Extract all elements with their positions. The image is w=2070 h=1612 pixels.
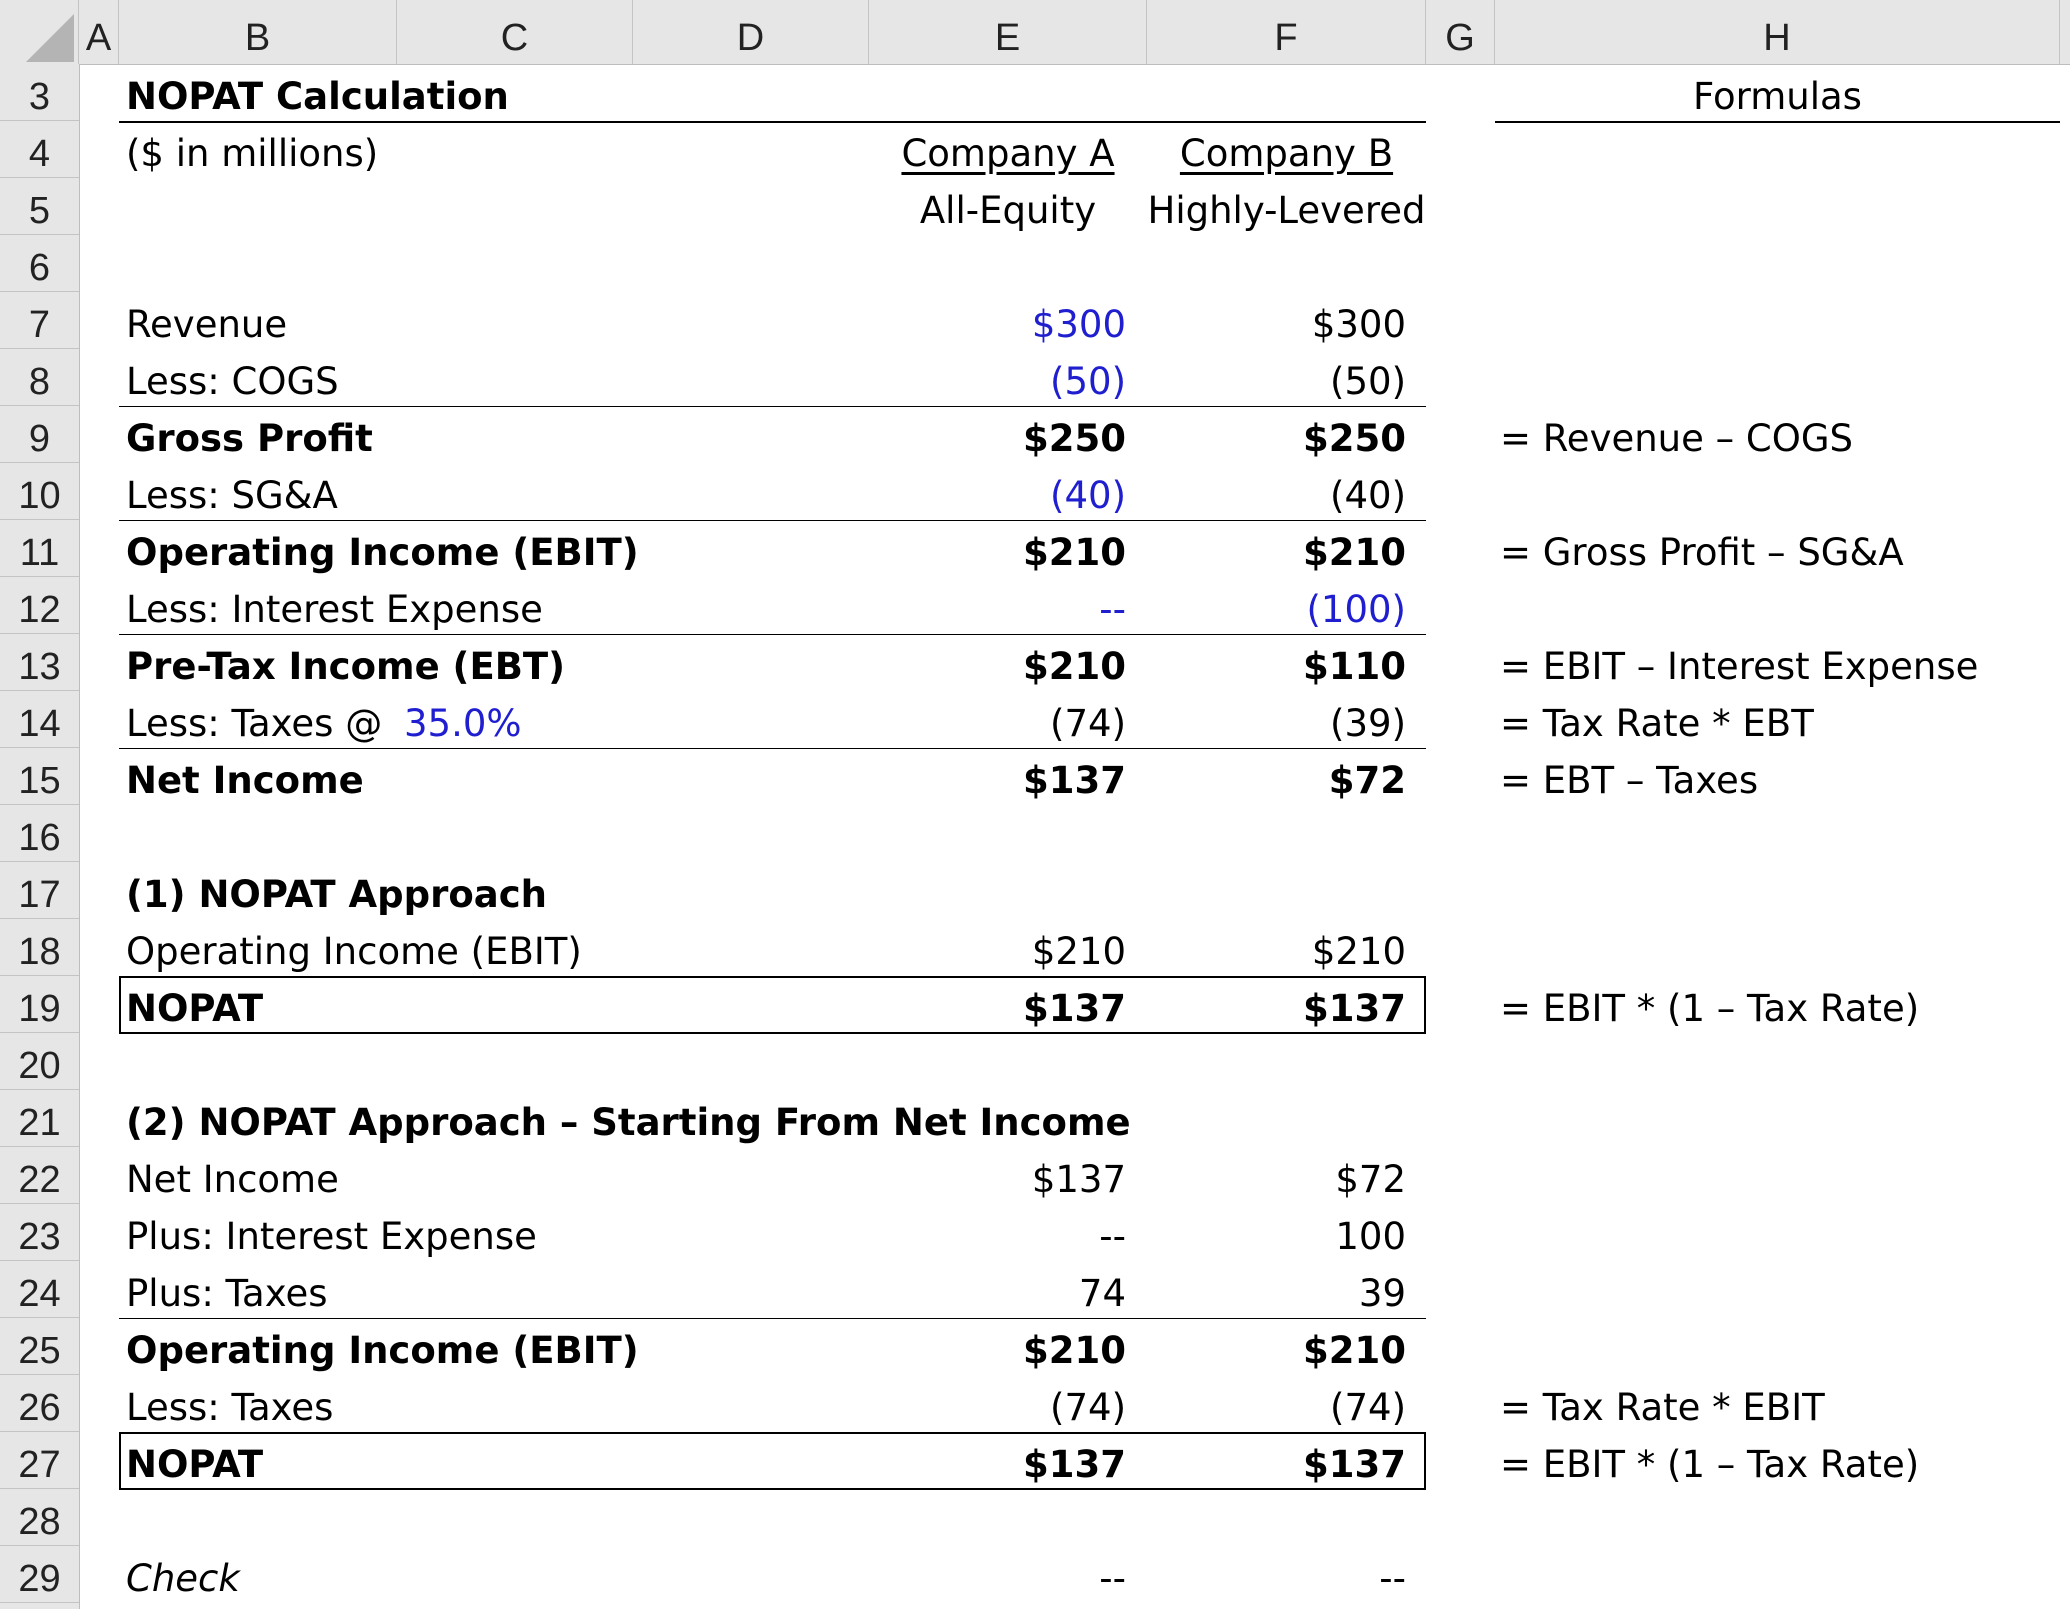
row-header[interactable]: 25	[0, 1318, 79, 1375]
sga-label[interactable]: Less: SG&A	[126, 474, 338, 517]
approach2-interest-b[interactable]: 100	[1335, 1215, 1406, 1258]
row-header[interactable]: 20	[0, 1033, 79, 1090]
row-header[interactable]: 13	[0, 634, 79, 691]
row-header[interactable]: 4	[0, 121, 79, 178]
approach1-nopat-b[interactable]: $137	[1303, 987, 1406, 1030]
formulas-header[interactable]: Formulas	[1693, 75, 1862, 118]
net-income-formula[interactable]: = EBT – Taxes	[1500, 759, 1759, 802]
approach2-less-taxes-label[interactable]: Less: Taxes	[126, 1386, 334, 1429]
sga-b[interactable]: (40)	[1330, 474, 1406, 517]
row-header[interactable]: 22	[0, 1147, 79, 1204]
ebt-label[interactable]: Pre-Tax Income (EBT)	[126, 645, 566, 688]
row-header[interactable]: 18	[0, 919, 79, 976]
row-header[interactable]: 26	[0, 1375, 79, 1432]
column-header-e[interactable]: E	[869, 0, 1147, 64]
approach2-nopat-formula[interactable]: = EBIT * (1 – Tax Rate)	[1500, 1443, 1920, 1486]
net-income-a[interactable]: $137	[1023, 759, 1126, 802]
row-header[interactable]: 10	[0, 463, 79, 520]
approach2-ebit-a[interactable]: $210	[1023, 1329, 1126, 1372]
select-all-triangle-icon	[26, 14, 74, 62]
taxes-a[interactable]: (74)	[1050, 702, 1126, 745]
company-a-header[interactable]: Company A	[901, 132, 1115, 175]
tax-rate-input[interactable]: 35.0%	[404, 702, 522, 745]
approach2-ebit-b[interactable]: $210	[1303, 1329, 1406, 1372]
revenue-a[interactable]: $300	[1031, 303, 1126, 346]
gross-profit-label[interactable]: Gross Profit	[126, 417, 373, 460]
approach2-interest-label[interactable]: Plus: Interest Expense	[126, 1215, 537, 1258]
approach1-nopat-a[interactable]: $137	[1023, 987, 1126, 1030]
row-header[interactable]: 15	[0, 748, 79, 805]
row-header[interactable]: 7	[0, 292, 79, 349]
approach2-less-taxes-b[interactable]: (74)	[1330, 1386, 1406, 1429]
cogs-b[interactable]: (50)	[1330, 360, 1406, 403]
row-header[interactable]: 24	[0, 1261, 79, 1318]
taxes-formula[interactable]: = Tax Rate * EBT	[1500, 702, 1814, 745]
row-header-bar	[0, 64, 80, 1609]
approach2-net-income-b[interactable]: $72	[1335, 1158, 1406, 1201]
ebit-b[interactable]: $210	[1303, 531, 1406, 574]
ebit-a[interactable]: $210	[1023, 531, 1126, 574]
approach1-title[interactable]: (1) NOPAT Approach	[126, 873, 547, 916]
approach2-interest-a[interactable]: --	[1099, 1215, 1126, 1258]
row-header[interactable]: 21	[0, 1090, 79, 1147]
row-header[interactable]: 14	[0, 691, 79, 748]
interest-b[interactable]: (100)	[1306, 588, 1406, 631]
check-a[interactable]: --	[1099, 1557, 1126, 1600]
cogs-label[interactable]: Less: COGS	[126, 360, 339, 403]
column-header-c[interactable]: C	[397, 0, 633, 64]
units-label[interactable]: ($ in millions)	[126, 132, 379, 175]
approach2-less-taxes-a[interactable]: (74)	[1050, 1386, 1126, 1429]
row-header[interactable]: 29	[0, 1546, 79, 1603]
sga-a[interactable]: (40)	[1050, 474, 1126, 517]
row-header[interactable]: 16	[0, 805, 79, 862]
row-header[interactable]: 6	[0, 235, 79, 292]
check-b[interactable]: --	[1379, 1557, 1406, 1600]
column-header-d[interactable]: D	[633, 0, 869, 64]
approach2-nopat-a[interactable]: $137	[1023, 1443, 1126, 1486]
net-income-b[interactable]: $72	[1328, 759, 1406, 802]
ebit-formula[interactable]: = Gross Profit – SG&A	[1500, 531, 1904, 574]
approach1-nopat-label[interactable]: NOPAT	[126, 987, 264, 1030]
row-header[interactable]: 28	[0, 1489, 79, 1546]
taxes-b[interactable]: (39)	[1330, 702, 1406, 745]
approach1-ebit-label[interactable]: Operating Income (EBIT)	[126, 930, 582, 973]
row-header[interactable]: 23	[0, 1204, 79, 1261]
row-header[interactable]: 17	[0, 862, 79, 919]
gross-profit-a[interactable]: $250	[1023, 417, 1126, 460]
approach1-ebit-b[interactable]: $210	[1311, 930, 1406, 973]
interest-label[interactable]: Less: Interest Expense	[126, 588, 543, 631]
approach1-nopat-formula[interactable]: = EBIT * (1 – Tax Rate)	[1500, 987, 1920, 1030]
row-header[interactable]: 5	[0, 178, 79, 235]
net-income-label[interactable]: Net Income	[126, 759, 364, 802]
company-b-header[interactable]: Company B	[1179, 132, 1394, 175]
select-all-corner[interactable]	[0, 0, 79, 64]
sheet-title[interactable]: NOPAT Calculation	[126, 75, 509, 118]
approach2-taxes-label[interactable]: Plus: Taxes	[126, 1272, 328, 1315]
row-header[interactable]: 11	[0, 520, 79, 577]
row-header[interactable]: 27	[0, 1432, 79, 1489]
approach2-taxes-a[interactable]: 74	[1078, 1272, 1126, 1315]
row-header[interactable]: 12	[0, 577, 79, 634]
ebt-formula[interactable]: = EBIT – Interest Expense	[1500, 645, 1979, 688]
gross-profit-b[interactable]: $250	[1303, 417, 1406, 460]
approach2-nopat-label[interactable]: NOPAT	[126, 1443, 264, 1486]
row-header[interactable]: 3	[0, 64, 79, 121]
gross-profit-formula[interactable]: = Revenue – COGS	[1500, 417, 1854, 460]
approach2-net-income-a[interactable]: $137	[1031, 1158, 1126, 1201]
check-label[interactable]: Check	[126, 1557, 240, 1600]
approach2-less-taxes-formula[interactable]: = Tax Rate * EBIT	[1500, 1386, 1825, 1429]
interest-a[interactable]: --	[1099, 588, 1126, 631]
company-a-subheader[interactable]: All-Equity	[919, 189, 1097, 232]
row-header[interactable]: 8	[0, 349, 79, 406]
approach1-ebit-a[interactable]: $210	[1031, 930, 1126, 973]
column-header-b[interactable]: B	[119, 0, 397, 64]
ebt-b[interactable]: $110	[1303, 645, 1406, 688]
formulas-underline	[1495, 121, 2060, 123]
approach2-nopat-b[interactable]: $137	[1303, 1443, 1406, 1486]
column-header-a[interactable]: A	[79, 0, 119, 64]
approach2-net-income-label[interactable]: Net Income	[126, 1158, 339, 1201]
ebt-a[interactable]: $210	[1023, 645, 1126, 688]
approach2-ebit-label[interactable]: Operating Income (EBIT)	[126, 1329, 639, 1372]
cogs-a[interactable]: (50)	[1050, 360, 1126, 403]
column-header-f[interactable]: F	[1147, 0, 1426, 64]
approach2-taxes-b[interactable]: 39	[1358, 1272, 1406, 1315]
row-header[interactable]: 9	[0, 406, 79, 463]
taxes-label[interactable]: Less: Taxes @	[126, 702, 383, 745]
column-header-h[interactable]: H	[1495, 0, 2060, 64]
company-b-subheader[interactable]: Highly-Levered	[1147, 189, 1426, 232]
revenue-label[interactable]: Revenue	[126, 303, 288, 346]
ebit-label[interactable]: Operating Income (EBIT)	[126, 531, 639, 574]
column-header-g[interactable]: G	[1426, 0, 1495, 64]
revenue-b[interactable]: $300	[1311, 303, 1406, 346]
approach2-title[interactable]: (2) NOPAT Approach – Starting From Net Income	[126, 1101, 1131, 1144]
row-header[interactable]: 19	[0, 976, 79, 1033]
